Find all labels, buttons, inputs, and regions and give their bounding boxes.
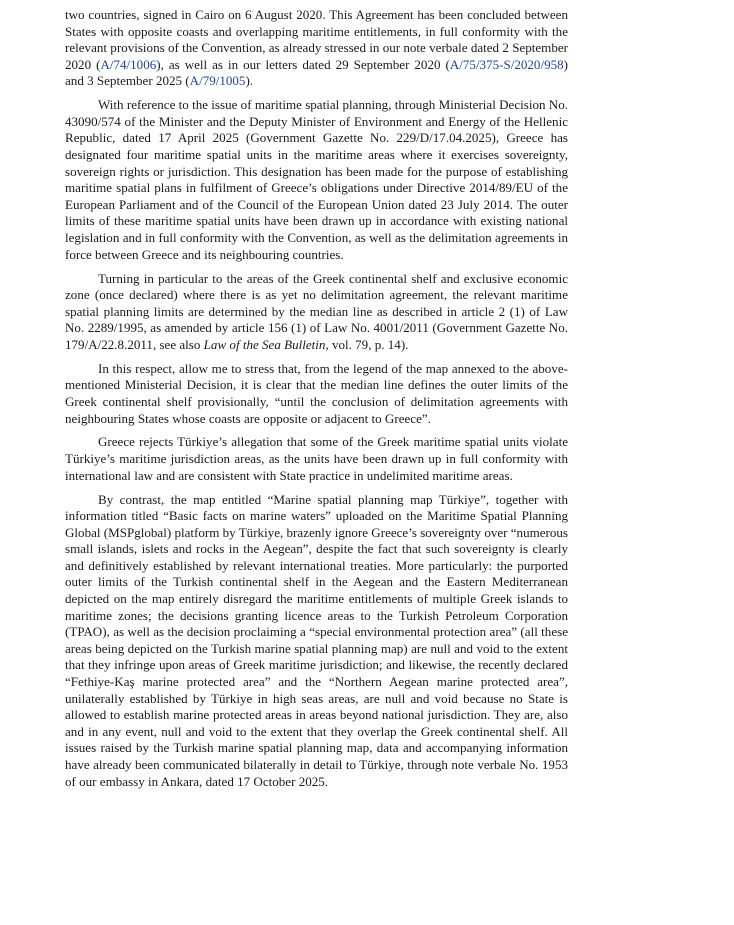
paragraph-5 <box>65 434 568 484</box>
text-segment: , vol. 79, p. 14). <box>325 336 409 352</box>
text-segment: Greece rejects Türkiye’s allegation that some of the Greek maritime spatial units violate Türkiye’s maritime jurisdiction areas, as the units have been drawn up in full conformity with international law and are consistent with State practice in undelimited maritime areas. <box>65 434 568 483</box>
text-segment: two countries, signed in Cairo on 6 August 2020. This Agreement has been concluded between States with opposite coasts and overlapping maritime entitlements, in full conformity with the relevant provisions of the Convention, as already stressed in our note verbale dated 2 September 2020 ( <box>65 7 568 72</box>
document-body <box>65 7 568 798</box>
text-segment: With reference to the issue of maritime spatial planning, through Ministerial Decision No. 43090/574 of the Minister and the Deputy Minister of Environment and Energy of the Hellenic Republic, dated 17 April 2025 (Government Gazette No. 229/D/17.04.2025), Greece has designated four maritime spatial units in the maritime areas where it exercises sovereignty, sovereign rights or jurisdiction. This designation has been made for the purpose of establishing maritime spatial plans in fulfilment of Greece’s obligations under Directive 2014/89/EU of the European Parliament and of the Council of the European Union dated 23 July 2014. The outer limits of these maritime spatial units have been drawn up in accordance with existing national legislation and in full conformity with the Convention, as well as the delimitation agreements in force between Greece and its neighbouring countries. <box>65 97 568 262</box>
text-segment: ), as well as in our letters dated 29 September 2020 ( <box>156 56 450 72</box>
paragraph-3 <box>65 271 568 354</box>
text-segment: ). <box>245 73 254 89</box>
paragraph-1 <box>65 7 568 90</box>
paragraph-4 <box>65 361 568 427</box>
text-segment: By contrast, the map entitled “Marine spatial planning map Türkiye”, together with information titled “Basic facts on marine waters” uploaded on the Maritime Spatial Planning Global (MSPglobal) platform by Türkiye, brazenly ignore Greece’s sovereignty over “numerous small islands, islets and rocks in the Aegean”, despite the fact that such sovereignty is clearly and definitively established by relevant international treaties. More particularly: the purported outer limits of the Turkish continental shelf in the Aegean and the Eastern Mediterranean depicted on the map entirely disregard the maritime entitlements of multiple Greek islands to maritime zones; the decisions granting licence areas to the Turkish Petroleum Corporation (TPAO), as well as the decision proclaiming a “special environmental protection area” (all these areas being depicted on the Turkish marine spatial planning map) are null and void to the extent that they infringe upon areas of Greek maritime jurisdiction; and likewise, the recently declared “Fethiye-Kaş marine protected area” and the “Northern Aegean marine protected area”, unilaterally established by Türkiye in high seas areas, are null and void because no State is allowed to establish marine protected areas in areas beyond national jurisdiction. They are, also and in any event, null and void to the extent that they overlap the Greek continental shelf. All issues raised by the Turkish marine spatial planning map, data and accompanying information have already been communicated bilaterally in detail to Türkiye, through note verbale No. 1953 of our embassy in Ankara, dated 17 October 2025. <box>65 491 569 789</box>
document-link-a-74-1006[interactable]: A/74/1006 <box>100 56 157 72</box>
document-link-a-79-1005[interactable]: A/79/1005 <box>189 73 246 89</box>
paragraph-6 <box>65 492 568 791</box>
paragraph-2 <box>65 97 568 263</box>
text-segment: Turning in particular to the areas of the Greek continental shelf and exclusive economic zone (once declared) where there is as yet no delimitation agreement, the relevant maritime spatial planning limits are determined by the median line as described in article 2 (1) of Law No. 2289/1995, as amended by article 156 (1) of Law No. 4001/2011 (Government Gazette No. 179/A/22.8.2011, see also <box>65 270 568 352</box>
text-segment: ) and 3 September 2025 ( <box>65 56 569 89</box>
document-link-a-75-375[interactable]: A/75/375-S/2020/958 <box>449 56 564 72</box>
text-segment: In this respect, allow me to stress that, from the legend of the map annexed to the above-mentioned Ministerial Decision, it is clear that the median line defines the outer limits of the Greek continental shelf provisionally, “until the conclusion of delimitation agreements with neighbouring States whose coasts are opposite or adjacent to Greece”. <box>65 360 568 426</box>
publication-title: Law of the Sea Bulletin <box>203 336 326 352</box>
